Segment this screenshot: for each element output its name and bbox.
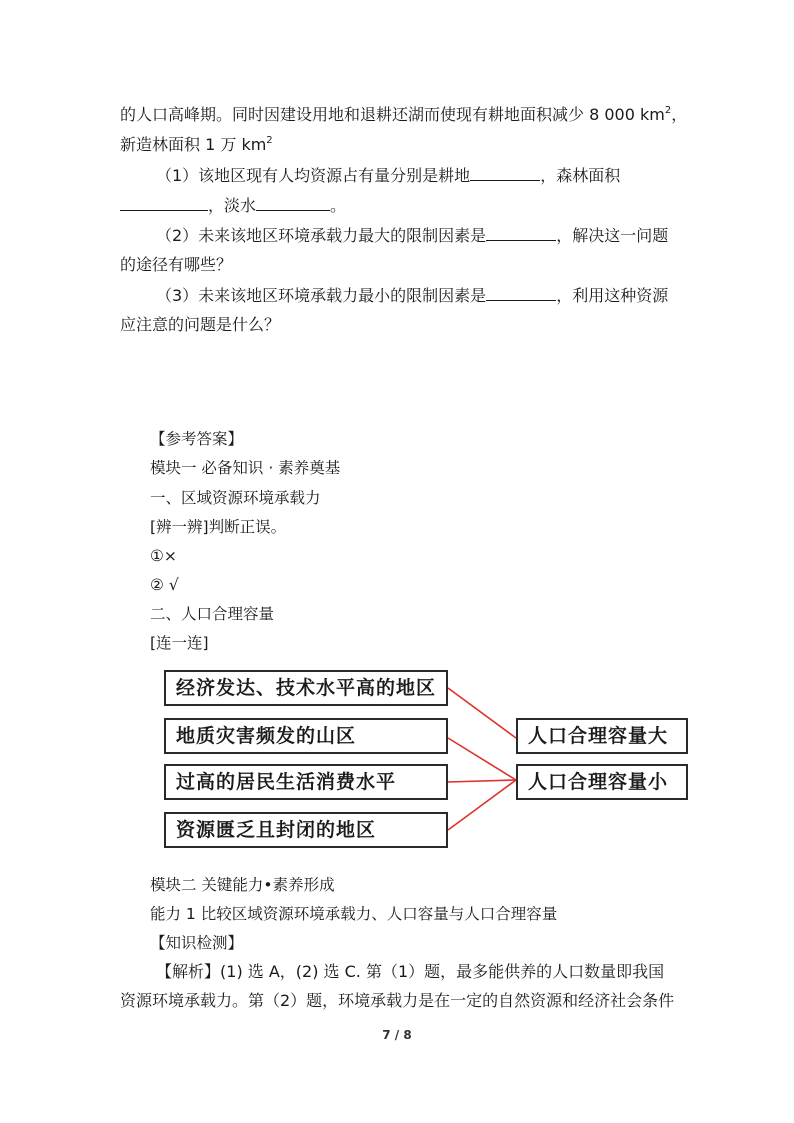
connect-label: [连一连] [150, 634, 209, 652]
sub-question-2 [156, 224, 716, 247]
sub-question-3-cont: 应注意的问题是什么？ [120, 315, 281, 334]
judge-label: [辨一辨]判断正误。 [150, 518, 287, 536]
match-line-1-to-1 [448, 738, 516, 780]
question-text: （3）未来该地区环境承载力最小的限制因素是 [156, 286, 487, 305]
ability-1-title: 能力 1 比较区域资源环境承载力、人口容量与人口合理容量 [150, 905, 558, 923]
answer-blank-forest[interactable] [120, 194, 208, 211]
answer-blank-water[interactable] [256, 194, 330, 211]
matching-diagram [150, 660, 710, 860]
sub-question-1-cont [120, 194, 680, 217]
left-item-2[interactable]: 过高的居民生活消费水平 [164, 764, 448, 800]
answer-blank-farmland[interactable] [470, 164, 540, 181]
module-2-title: 模块二 关键能力•素养形成 [150, 876, 335, 894]
sub-question-3 [156, 284, 716, 307]
question-text: 新造林面积 1 万 km [120, 135, 267, 154]
question-text: ，森林面积 [540, 166, 621, 185]
answer-blank-max-factor[interactable] [486, 224, 556, 241]
section-2-title: 二、人口合理容量 [150, 605, 275, 623]
analysis-line-1 [156, 961, 716, 983]
match-line-2-to-1 [448, 780, 516, 782]
sub-question-1 [156, 164, 716, 187]
question-text: ， [671, 105, 688, 124]
answer-blank-min-factor[interactable] [486, 284, 556, 301]
section-1-title: 一、区域资源环境承载力 [150, 489, 321, 507]
right-item-1[interactable]: 人口合理容量小 [516, 764, 688, 800]
question-text: ，解决这一问题 [556, 226, 669, 245]
analysis-text: (1) 选 A，(2) 选 C. 第（1）题，最多能供养的人口数量即我国 [220, 962, 665, 981]
left-item-0[interactable]: 经济发达、技术水平高的地区 [164, 670, 448, 706]
judge-answer-1: ①× [150, 547, 177, 565]
match-line-3-to-1 [448, 780, 516, 830]
superscript: 2 [664, 104, 672, 116]
sub-question-2-cont: 的途径有哪些？ [120, 255, 233, 274]
judge-answer-2: ② √ [150, 576, 179, 594]
analysis-line-2: 资源环境承载力。第（2）题，环境承载力是在一定的自然资源和经济社会条件 [120, 991, 675, 1010]
left-item-1[interactable]: 地质灾害频发的山区 [164, 718, 448, 754]
question-text: ，利用这种资源 [556, 286, 669, 305]
analysis-label: 【解析】 [156, 962, 221, 981]
knowledge-check-label: 【知识检测】 [150, 934, 244, 952]
question-line-2 [120, 134, 680, 156]
question-text: （2）未来该地区环境承载力最大的限制因素是 [156, 226, 487, 245]
module-1-title: 模块一 必备知识 · 素养奠基 [150, 459, 341, 477]
question-text: （1）该地区现有人均资源占有量分别是耕地 [156, 166, 471, 185]
question-line-1 [120, 104, 688, 126]
right-item-0[interactable]: 人口合理容量大 [516, 718, 688, 754]
match-line-0-to-0 [448, 688, 516, 738]
question-text: ，淡水 [208, 196, 257, 215]
answers-heading: 【参考答案】 [150, 430, 244, 448]
page-number: 7 / 8 [382, 1028, 412, 1042]
question-text: 。 [330, 196, 347, 215]
superscript: 2 [266, 134, 273, 146]
left-item-3[interactable]: 资源匮乏且封闭的地区 [164, 812, 448, 848]
question-text: 的人口高峰期。同时因建设用地和退耕还湖而使现有耕地面积减少 8 000 km [120, 105, 665, 124]
